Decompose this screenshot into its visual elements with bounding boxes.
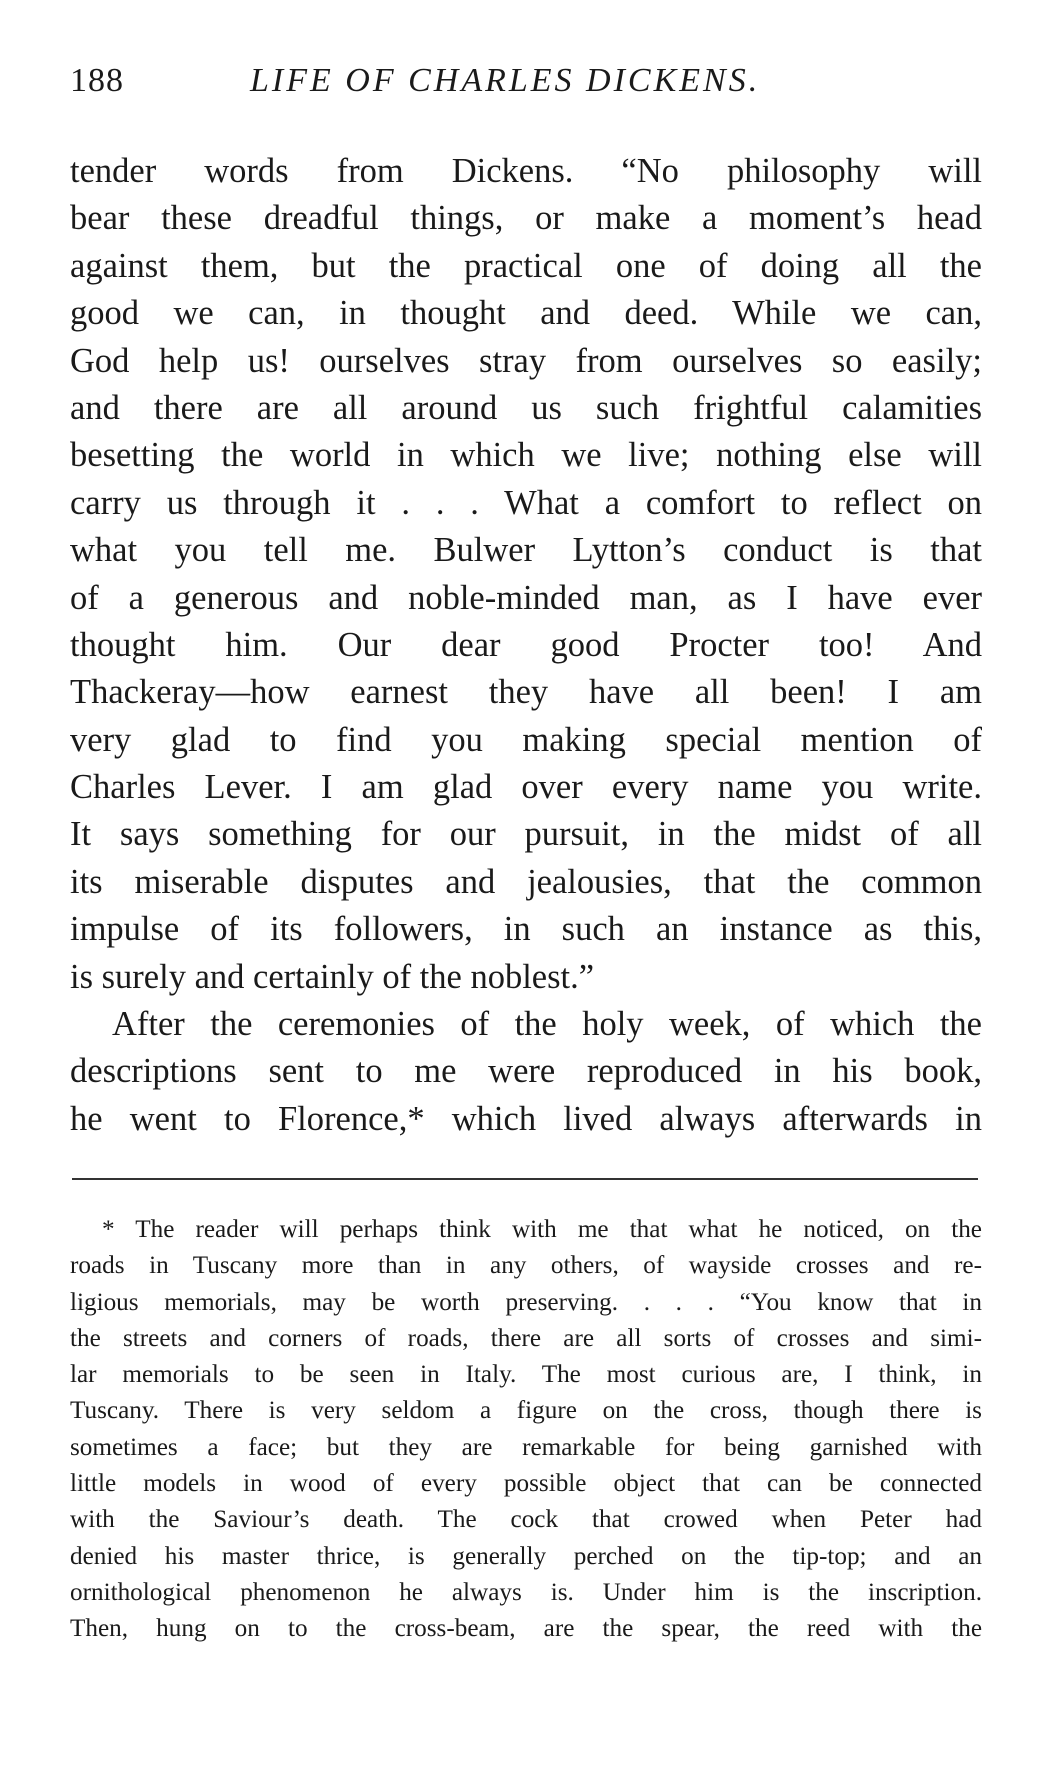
body-line: he went to Florence,* which lived always afterwards in	[70, 1099, 982, 1138]
body-line: is surely and certainly of the noblest.”	[70, 957, 595, 996]
running-head: LIFE OF CHARLES DICKENS.	[250, 62, 761, 99]
footnote-line: Tuscany. There is very seldom a figure on the cross, though there is	[70, 1397, 982, 1425]
footnote-line: roads in Tuscany more than in any others, of wayside crosses and re-	[70, 1252, 982, 1280]
footnote	[70, 1212, 982, 1648]
footnote-line: the streets and corners of roads, there are all sorts of crosses and simi-	[70, 1324, 982, 1352]
body-line: tender words from Dickens. “No philosophy will	[70, 152, 982, 190]
footnote-line: Then, hung on to the cross-beam, are the spear, the reed with the	[70, 1615, 982, 1643]
footnote-line: with the Saviour’s death. The cock that crowed when Peter had	[70, 1506, 982, 1534]
footnote-line: sometimes a face; but they are remarkable for being garnished with	[70, 1433, 982, 1461]
body-text	[70, 148, 982, 1143]
body-line: of a generous and noble-minded man, as I have ever	[70, 578, 982, 617]
body-line: very glad to find you making special mention of	[70, 720, 982, 759]
body-line: against them, but the practical one of doing all the	[70, 246, 982, 285]
body-line: Charles Lever. I am glad over every name you write.	[70, 768, 982, 807]
body-line: thought him. Our dear good Procter too! And	[70, 625, 982, 664]
body-line: bear these dreadful things, or make a moment’s head	[70, 199, 982, 238]
body-line: what you tell me. Bulwer Lytton’s conduct is that	[70, 531, 982, 570]
body-line: and there are all around us such frightful calamities	[70, 388, 982, 427]
body-line: besetting the world in which we live; nothing else will	[70, 436, 982, 475]
footnote-line: ornithological phenomenon he always is. Under him is the inscription.	[70, 1578, 982, 1606]
footnote-line: lar memorials to be seen in Italy. The most curious are, I think, in	[70, 1361, 982, 1389]
footnote-line: denied his master thrice, is generally perched on the tip-top; and an	[70, 1542, 982, 1570]
body-line: God help us! ourselves stray from ourselves so easily;	[70, 341, 982, 380]
footnote-divider	[72, 1178, 978, 1180]
body-line: It says something for our pursuit, in the midst of all	[70, 815, 982, 854]
footnote-line: little models in wood of every possible object that can be connected	[70, 1470, 982, 1498]
page-header	[70, 62, 982, 112]
page-number: 188	[70, 62, 124, 99]
body-line: its miserable disputes and jealousies, that the common	[70, 862, 982, 901]
body-line: impulse of its followers, in such an instance as this,	[70, 910, 982, 949]
body-line: carry us through it . . . What a comfort to reflect on	[70, 483, 982, 522]
body-line: After the ceremonies of the holy week, of which the	[112, 1005, 982, 1044]
body-line: Thackeray—how earnest they have all been! I am	[70, 673, 982, 712]
body-line: good we can, in thought and deed. While we can,	[70, 294, 982, 333]
body-line: descriptions sent to me were reproduced in his book,	[70, 1052, 982, 1091]
footnote-line: ligious memorials, may be worth preserving. . . . “You know that in	[70, 1288, 982, 1316]
footnote-line: * The reader will perhaps think with me that what he noticed, on the	[102, 1216, 982, 1243]
